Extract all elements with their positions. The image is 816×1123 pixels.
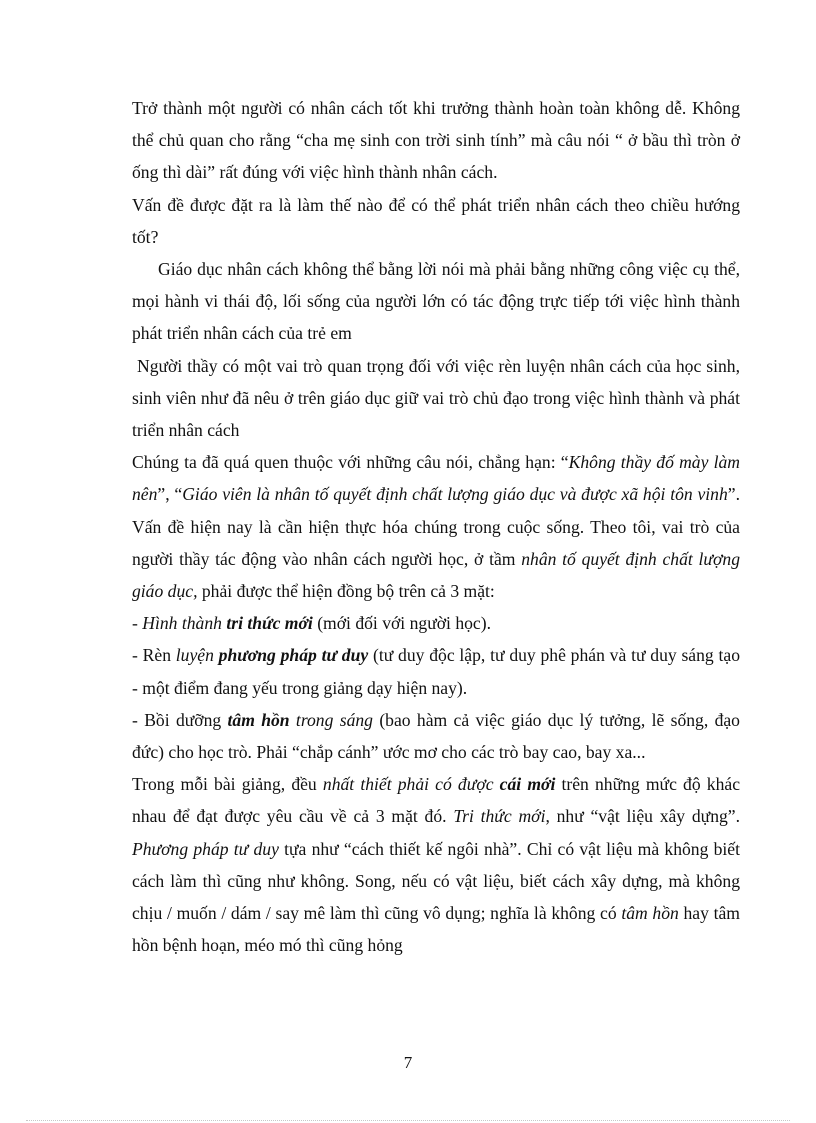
text-run: phải được thể hiện đồng bộ trên cả 3 mặt: [197, 581, 495, 602]
text-run: Chúng ta đã quá quen thuộc với những câu nói, chẳng hạn: “ [132, 452, 569, 473]
paragraph-4: Người thầy có một vai trò quan trọng đối với việc rèn luyện nhân cách của học sinh, sinh viên như đã nêu ở trên giáo dục giữ vai trò chủ đạo trong việc hình thành và phát triển nhân cách [132, 355, 740, 441]
bold-italic-phrase: phương pháp tư duy [218, 645, 369, 666]
text-run: tựa như “cách thiết kế ngôi nhà”. Chỉ có vật liệu mà không biết cách làm thì cũng như không. Song, nếu có vật liệu, biết cách xây dựng, mà không chịu / muốn / dám / say mê làm thì cũng vô dụng; nghĩa là không có [132, 838, 740, 924]
text-run: (bao hàm cả việc giáo dục lý tưởng, lẽ sống, đạo đức) cho học trò. Phải “chắp cánh” ước mơ cho các trò bay cao, bay xa... [132, 709, 740, 763]
paragraph-6 [132, 768, 740, 961]
italic-phrase: luyện [175, 645, 219, 666]
italic-phrase: nhân tố quyết định chất lượng giáo dục, [132, 548, 740, 602]
text-run: - Bồi dưỡng [132, 709, 228, 730]
italic-phrase: Hình thành [142, 613, 227, 634]
italic-quote: Giáo viên là nhân tố quyết định chất lượng giáo dục và được xã hội tôn vinh [182, 484, 728, 505]
bullet-item-1 [132, 607, 740, 639]
paragraph-1: Trở thành một người có nhân cách tốt khi trưởng thành hoàn toàn không dễ. Không thể chủ quan cho rằng “cha mẹ sinh con trời sinh tính” mà câu nói “ ở bầu thì tròn ở ống thì dài” rất đúng với việc hình thành nhân cách. [132, 98, 740, 183]
paragraph-3: Giáo dục nhân cách không thể bằng lời nói mà phải bằng những công việc cụ thể, mọi hành vi thái độ, lối sống của người lớn có tác động trực tiếp tới việc hình thành phát triển nhân cách của trẻ em [132, 259, 740, 344]
bold-italic-phrase: cái mới [499, 774, 556, 795]
text-run: trên những mức độ khác nhau để đạt được yêu cầu về cả 3 mặt đó. [132, 774, 741, 827]
italic-phrase: nhất thiết phải có được [322, 774, 494, 795]
text-run: , như “vật liệu xây dựng”. [545, 806, 740, 827]
bold-italic-phrase: tâm hồn [227, 709, 290, 730]
bullet-item-2 [132, 639, 740, 703]
italic-phrase: trong sáng [289, 709, 373, 730]
paragraph-2: Vấn đề được đặt ra là làm thế nào để có thể phát triển nhân cách theo chiều hướng tốt? [132, 194, 740, 247]
page-bottom-divider [26, 1120, 790, 1121]
italic-phrase: tâm hồn [621, 903, 679, 924]
text-run: Trong mỗi bài giảng, đều [132, 774, 323, 795]
text-run: - Rèn [132, 645, 176, 666]
text-run: hay tâm hồn bệnh hoạn, méo mó thì cũng hỏng [132, 903, 740, 956]
page-number: 7 [403, 1053, 413, 1072]
paragraph-5 [132, 446, 740, 607]
text-run: ”, “ [157, 484, 183, 505]
italic-quote: Không thầy đố mày làm nên [132, 452, 740, 505]
italic-phrase: Tri thức mới [453, 806, 546, 827]
italic-phrase: Phương pháp tư duy [132, 838, 279, 859]
document-body [132, 92, 740, 961]
bullet-item-3 [132, 704, 740, 768]
bold-italic-phrase: tri thức mới [226, 613, 313, 634]
text-run: ”. Vấn đề hiện nay là cần hiện thực hóa chúng trong cuộc sống. Theo tôi, vai trò của người thầy tác động vào nhân cách người học, ở tầm [132, 484, 740, 569]
text-run: (mới đối với người học). [312, 613, 491, 634]
text-run: - [132, 613, 143, 634]
text-run: (tư duy độc lập, tư duy phê phán và tư duy sáng tạo - một điểm đang yếu trong giảng dạy hiện nay). [132, 645, 740, 698]
